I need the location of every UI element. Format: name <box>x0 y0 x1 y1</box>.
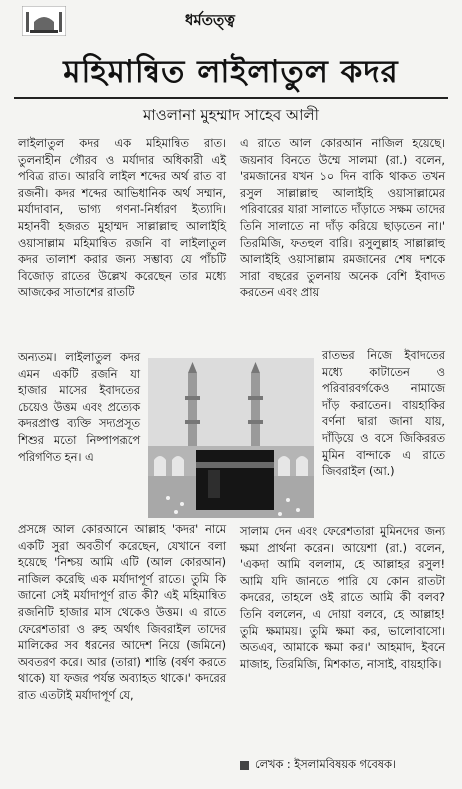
kaaba-photo <box>148 358 314 518</box>
author-byline <box>240 756 450 775</box>
square-bullet-icon <box>240 761 249 770</box>
page-title: মহিমান্বিত লাইলাতুল কদর <box>63 54 399 90</box>
byline-text: লেখক : ইসলামবিষয়ক গবেষক। <box>255 758 396 771</box>
paragraph: এ রাতে আল কোরআন নাজিল হয়েছে। জয়নাব বিনতে উম্মে সালমা (রা.) বলেন, 'রমজানের যখন ১০ দিন বাকি থাকত তখন রসুল সাল্লাল্লাহু আলাইহি ওয়াসাল্লামের পরিবারের যারা সালাতে দাঁড়াতে সক্ষম তাদের তিনি সালাতে না দাঁড় করিয়ে ছাড়তেন না।' তিরমিজি, ফতহুল বারি। রসুলুল্লাহ সাল্লাল্লাহু আলাইহি ওয়াসাল্লাম রমজানের শেষ দশকে সারা বছরের তুলনায় অনেক বেশি ইবাদত করতেন এবং প্রায় <box>240 137 445 300</box>
mosque-icon <box>22 6 66 36</box>
article-column-1-middle <box>18 350 140 466</box>
section-label: ধর্মতত্ত্ব <box>185 11 235 29</box>
paragraph: অন্যতম। লাইলাতুল কদর এমন একটি রজনি যা হাজার মাসের ইবাদতের চেয়েও উত্তম এবং প্রত্যেক কদরপ্রাপ্ত ব্যক্তি সদ্যপ্রসূত শিশুর মতো নিষ্পাপরূপে পরিগণিত হন। এ <box>18 351 140 464</box>
paragraph: রাতভর নিজে ইবাদতের মধ্যে কাটাতেন ও পরিবারবর্গকেও নামাজে দাঁড় করাতেন। বায়হাকির বর্ণনা দ্বারা জানা যায়, দাঁড়িয়ে ও বসে জিকিররত মুমিন বান্দাকে এ রাতে জিবরাইল (আ.) <box>322 349 445 479</box>
paragraph: সালাম দেন এবং ফেরেশতারা মুমিনদের জন্য ক্ষমা প্রার্থনা করেন। আয়েশা (রা.) বলেন, 'একদা আমি বললাম, হে আল্লাহর রসুল! আমি যদি জানতে পারি যে কোন রাতটা কদরের, তাহলে ওই রাতে আমি কী বলব? তিনি বললেন, এ দোয়া বলবে, হে আল্লাহ! তুমি ক্ষমাময়। তুমি ক্ষমা কর, ভালোবাসো। অতএব, আমাকে ক্ষমা কর।' আহমাদ, ইবনে মাজাহ, তিরমিজি, মিশকাত, নাসাই, বায়হাকি। <box>240 525 445 671</box>
title-divider <box>14 97 448 99</box>
section-header <box>0 0 462 40</box>
paragraph: প্রসঙ্গে আল কোরআনে আল্লাহ 'কদর' নামে একটি সুরা অবতীর্ণ করেছেন, যেখানে বলা হয়েছে 'নিশ্চয় আমি এটি (আল কোরআন) নাজিল করেছি এক মর্যাদাপূর্ণ রাতে। তুমি কি জানো সেই মর্যাদাপূর্ণ রাত কী? এই মহিমান্বিত রজনিটি হাজার মাস থেকেও উত্তম। এ রাতে ফেরেশতারা ও রুহ অর্থাৎ জিবরাইল তাদের মালিকের সব ধরনের আদেশ নিয়ে (জমিনে) অবতরণ করে। আর (তারা) শান্তি (বর্ষণ করতে থাকে) যা ফজর পর্যন্ত অব্যাহত থাকে।' কদরের রাত এতটাই মর্যাদাপূর্ণ যে, <box>18 523 226 702</box>
article-column-2-middle <box>322 348 445 481</box>
paragraph: লাইলাতুল কদর এক মহিমান্বিত রাত। তুলনাহীন গৌরব ও মর্যাদার অধিকারী এই পবিত্র রাত। আরবি লাইল শব্দের অর্থ রাত বা রজনী। কদর শব্দের আভিধানিক অর্থ সম্মান, মর্যাদাবান, ভাগ্য গণনা-নির্ধারণ ইত্যাদি। মহানবী হজরত মুহাম্মদ সাল্লাল্লাহু আলাইহি ওয়াসাল্লাম মহিমান্বিত রজনি বা লাইলাতুল কদর তালাশ করার জন্য সম্ভাব্য যে পাঁচটি বিজোড় রাতের উল্লেখ করেছেন তার মধ্যে আজকের সাতাশের রাতটি <box>18 137 226 300</box>
author-name: মাওলানা মুহম্মাদ সাহেব আলী <box>143 106 319 124</box>
article-column-1-top <box>18 136 226 302</box>
article-column-2-top <box>240 136 445 302</box>
article-column-1-bottom <box>18 522 226 705</box>
article-column-2-bottom <box>240 524 445 673</box>
